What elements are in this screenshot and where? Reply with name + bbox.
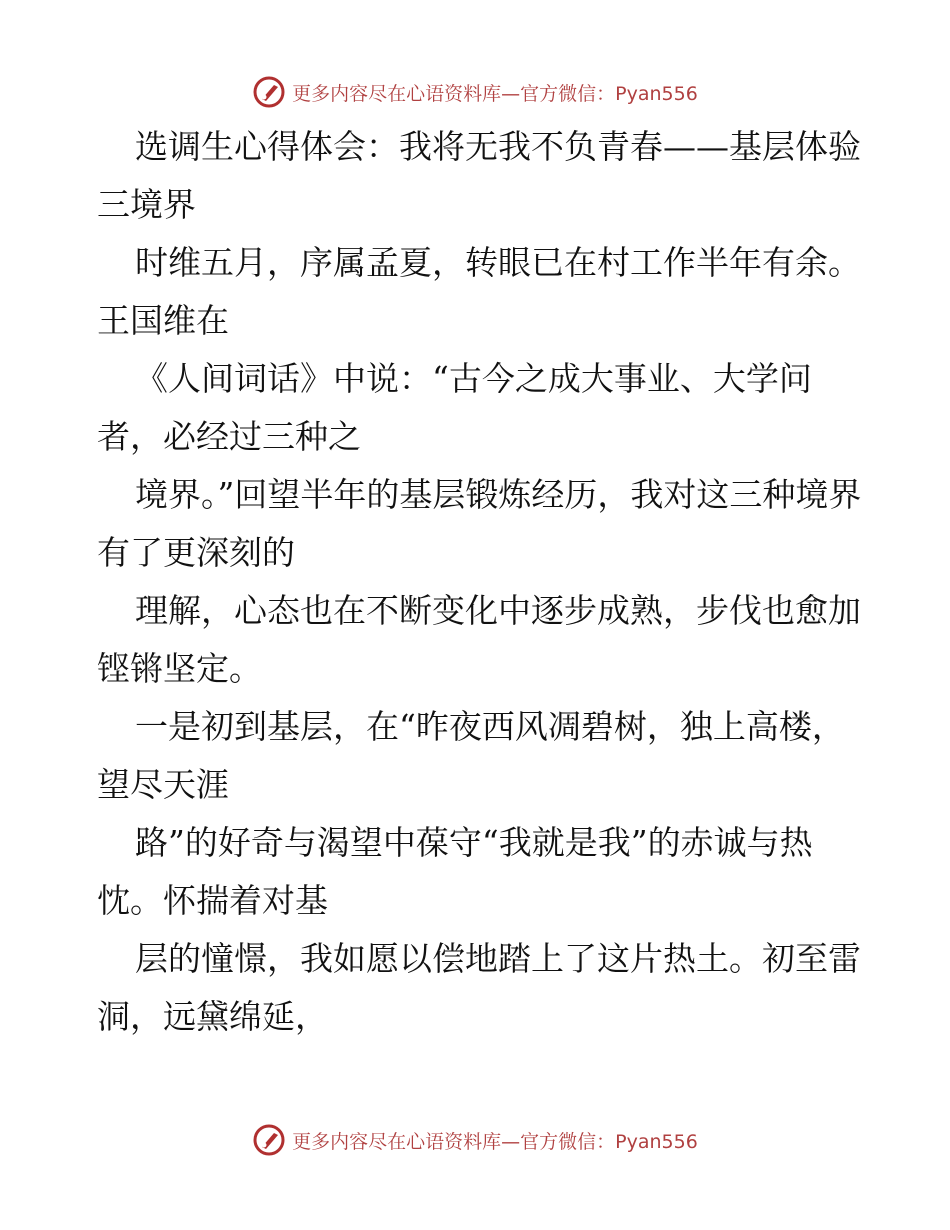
paragraph-line: 《人间词话》中说：“古今之成大事业、大学问者，必经过三种之 [97, 359, 812, 456]
header-watermark [0, 72, 950, 112]
footer-watermark [0, 1120, 950, 1160]
paragraph-line: 一是初到基层，在“昨夜西风凋碧树，独上高楼，望尽天涯 [97, 707, 845, 804]
paragraph-line: 层的憧憬，我如愿以偿地踏上了这片热土。初至雷洞，远黛绵延， [97, 939, 861, 1036]
pen-logo-icon [252, 1123, 286, 1157]
watermark-text: 更多内容尽在心语资料库—官方微信：Pyan556 [292, 1130, 698, 1153]
document-body [97, 118, 877, 1046]
paragraph-line: 选调生心得体会：我将无我不负青春——基层体验三境界 [97, 127, 861, 224]
paragraph-line: 路”的好奇与渴望中葆守“我就是我”的赤诚与热忱。怀揣着对基 [97, 823, 813, 920]
paragraph-line: 理解，心态也在不断变化中逐步成熟，步伐也愈加铿锵坚定。 [97, 591, 861, 688]
watermark-text: 更多内容尽在心语资料库—官方微信：Pyan556 [292, 82, 698, 105]
pen-logo-icon [252, 75, 286, 109]
paragraph-line: 境界。”回望半年的基层锻炼经历，我对这三种境界有了更深刻的 [97, 475, 862, 572]
paragraph-line: 时维五月，序属孟夏，转眼已在村工作半年有余。王国维在 [97, 243, 861, 340]
